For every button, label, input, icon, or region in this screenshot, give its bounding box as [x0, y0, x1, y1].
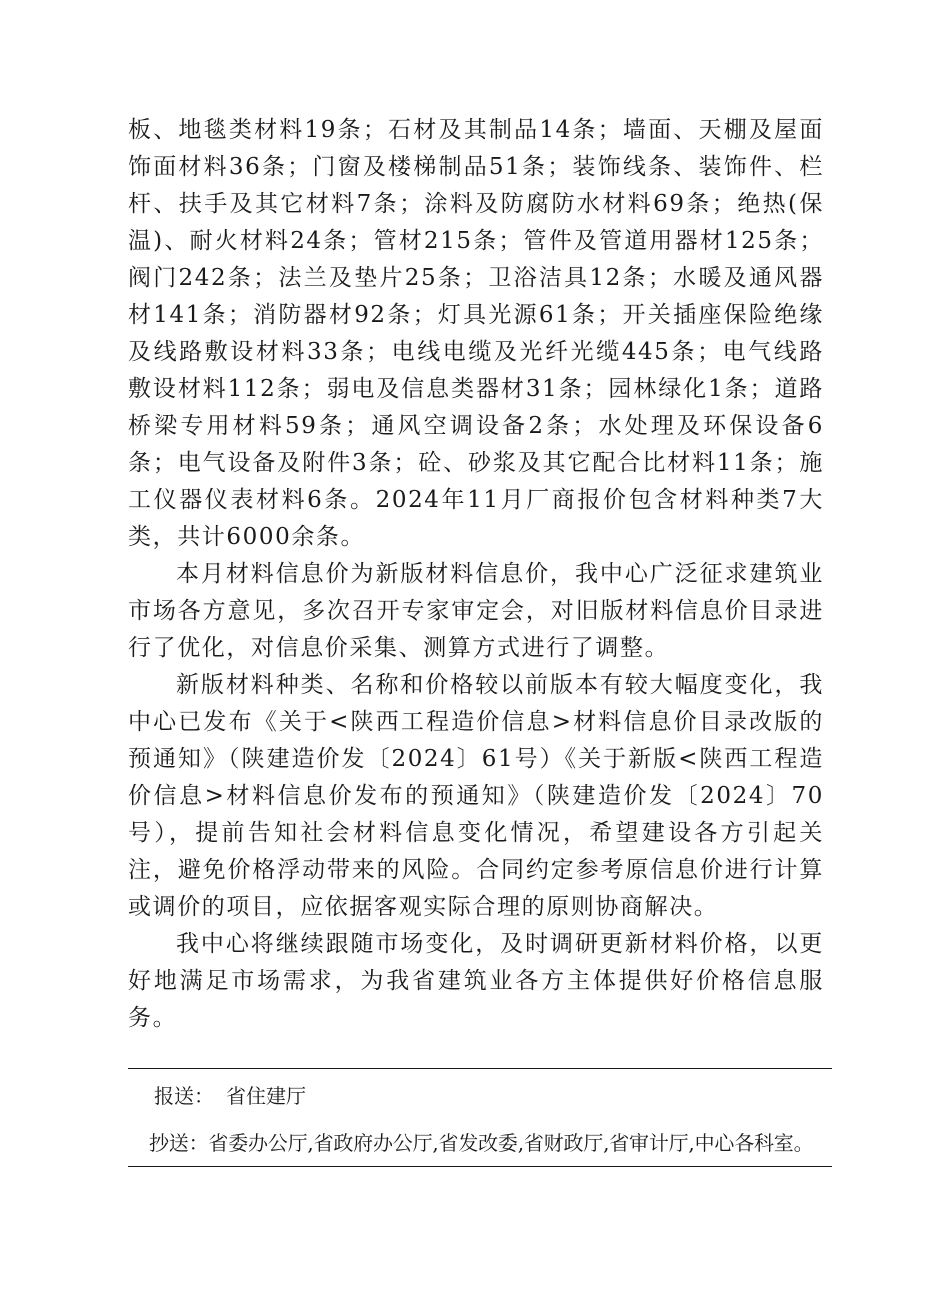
document-body — [128, 112, 824, 1037]
paragraph-material-counts: 板、地毯类材料19条；石材及其制品14条；墙面、天棚及屋面饰面材料36条；门窗及楼梯制品51条；装饰线条、装饰件、栏杆、扶手及其它材料7条；涂料及防腐防水材料69条；绝热(保温)、耐火材料24条；管材215条；管件及管道用器材125条；阀门242条；法兰及垫片25条；卫浴洁具12条；水暖及通风器材141条；消防器材92条；灯具光源61条；开关插座保险绝缘及线路敷设材料33条；电线电缆及光纤光缆445条；电气线路敷设材料112条；弱电及信息类器材31条；园林绿化1条；道路桥梁专用材料59条；通风空调设备2条；水处理及环保设备6条；电气设备及附件3条；砼、砂浆及其它配合比材料11条；施工仪器仪表材料6条。2024年11月厂商报价包含材料种类7大类，共计6000余条。 — [128, 117, 824, 550]
paragraph-new-version-notice: 本月材料信息价为新版材料信息价，我中心广泛征求建筑业市场各方意见，多次召开专家审定会，对旧版材料信息价目录进行了优化，对信息价采集、测算方式进行了调整。 — [128, 561, 824, 661]
paragraph-change-notice: 新版材料种类、名称和价格较以前版本有较大幅度变化，我中心已发布《关于<陕西工程造价信息>材料信息价目录改版的预通知》（陕建造价发〔2024〕61号）《关于新版<陕西工程造价信息>材料信息价发布的预通知》（陕建造价发〔2024〕70号），提前告知社会材料信息变化情况，希望建设各方引起关注，避免价格浮动带来的风险。合同约定参考原信息价进行计算或调价的项目，应依据客观实际合理的原则协商解决。 — [128, 672, 824, 920]
footer-bottom-rule — [128, 1166, 832, 1167]
copy-to-value: 省委办公厅,省政府办公厅,省发改委,省财政厅,省审计厅,中心各科室。 — [208, 1131, 814, 1155]
paragraph-service-commitment: 我中心将继续跟随市场变化，及时调研更新材料价格，以更好地满足市场需求，为我省建筑业各方主体提供好价格信息服务。 — [128, 931, 824, 1031]
report-to-value: 省住建厅 — [226, 1084, 306, 1108]
report-to-label: 报送： — [154, 1084, 214, 1108]
footer-top-rule — [128, 1068, 832, 1069]
copy-to-line — [128, 1129, 853, 1157]
copy-to-label: 抄送： — [149, 1131, 209, 1155]
report-to-line — [128, 1082, 858, 1110]
distribution-footer — [128, 1068, 832, 1168]
